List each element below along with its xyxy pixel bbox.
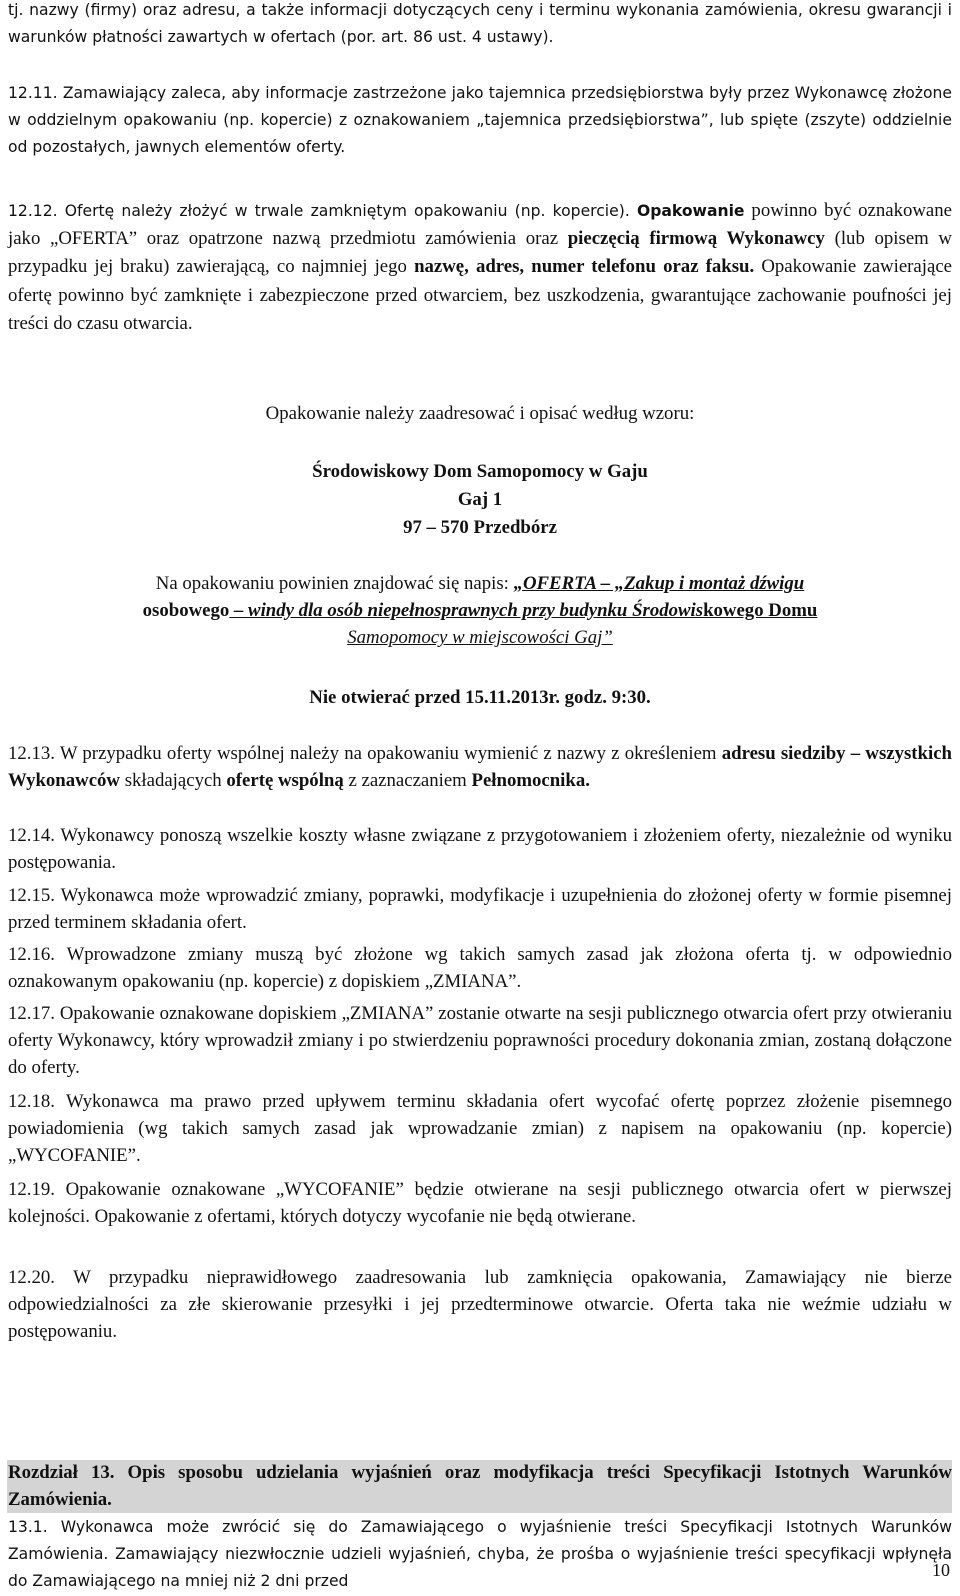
deadline-notice: Nie otwierać przed 15.11.2013r. godz. 9:30. bbox=[309, 687, 651, 708]
p1213-b: adresu siedziby – wszystkich Wykonawców bbox=[8, 743, 952, 792]
p1212-text-b: Opakowanie bbox=[636, 202, 745, 220]
address-line-3: 97 – 570 Przedbórz bbox=[403, 517, 557, 538]
page-number: 10 bbox=[932, 1560, 950, 1580]
p1213-d: ofertę wspólną bbox=[226, 770, 344, 792]
napis-t4: kowego Domu bbox=[703, 600, 818, 622]
chapter-heading: Rozdział 13. Opis sposobu udzielania wyjaśnień oraz modyfikacja treści Specyfikacji Istotnych Warunków Zamówienia. bbox=[8, 1462, 952, 1511]
address-intro: Opakowanie należy zaadresować i opisać według wzoru: bbox=[265, 403, 695, 424]
address-line-2: Gaj 1 bbox=[457, 489, 503, 510]
paragraph-12-13 bbox=[0, 740, 960, 794]
p1213-f: Pełnomocnika. bbox=[471, 770, 590, 792]
paragraph-12-12 bbox=[0, 197, 960, 338]
napis-t5: Samopomocy w miejscowości Gaj” bbox=[347, 627, 613, 649]
napis-t2: osobowego bbox=[142, 600, 230, 622]
paragraph-12-19: 12.19. Opakowanie oznakowane „WYCOFANIE” będzie otwierane na sesji publicznego otwarcia ofert w pierwszej kolejności. Opakowanie z ofertami, których dotyczy wycofanie nie będą otwierane. bbox=[8, 1179, 952, 1228]
napis-lead: Na opakowaniu powinien znajdować się napis: bbox=[155, 573, 514, 594]
p1212-stamp: pieczęcią firmową Wykonawcy bbox=[567, 228, 825, 250]
paragraph-12-14: 12.14. Wykonawcy ponoszą wszelkie koszty własne związane z przygotowaniem i złożeniem oferty, niezależnie od wyniku postępowania. bbox=[8, 825, 952, 874]
p1212-text-a: 12.12. Ofertę należy złożyć w trwale zamkniętym opakowaniu (np. kopercie). bbox=[8, 202, 637, 220]
p1213-a: 12.13. W przypadku oferty wspólnej należy na opakowaniu wymienić z nazwy z określeniem bbox=[8, 743, 722, 764]
paragraph-13-1: 13.1. Wykonawca może zwrócić się do Zamawiającego o wyjaśnienie treści Specyfikacji Istotnych Warunków Zamówienia. Zamawiający niezwłocznie udzieli wyjaśnień, chyba, że prośba o wyjaśnienie treści specyfikacji wpłynęła do Zamawiającego na mniej niż 2 dni przed bbox=[8, 1518, 952, 1591]
paragraph-12-20: 12.20. W przypadku nieprawidłowego zaadresowania lub zamknięcia opakowania, Zamawiający nie bierze odpowiedzialności za złe skierowanie przesyłki i jej przedterminowe otwarcie. Oferta taka nie weźmie udziału w postępowaniu. bbox=[8, 1267, 952, 1343]
napis-block bbox=[0, 570, 960, 652]
p1212-contact: nazwę, adres, numer telefonu oraz faksu. bbox=[414, 256, 755, 278]
napis-t1: „OFERTA – „Zakup i montaż dźwigu bbox=[513, 573, 805, 594]
paragraph-continuation: tj. nazwy (firmy) oraz adresu, a także informacji dotyczących ceny i terminu wykonania zamówienia, okresu gwarancji i warunków płatności zawartych w ofertach (por. art. 86 ust. 4 ustawy). bbox=[8, 1, 952, 47]
paragraph-12-16: 12.16. Wprowadzone zmiany muszą być złożone wg takich samych zasad jak złożona oferta tj. w odpowiednio oznakowanym opakowaniu (np. kopercie) z dopiskiem „ZMIANA”. bbox=[8, 944, 952, 993]
p1212-text-e: (lub opisem w przypadku jej braku) zawierającą, co najmniej jego bbox=[8, 228, 952, 278]
p1213-c: składających bbox=[120, 770, 227, 792]
napis-t3: – windy dla osób niepełnosprawnych przy budynku Środowis bbox=[229, 600, 704, 622]
p1212-text-c: powinno być oznakowane jako „OFERTA” oraz opatrzone nazwą przedmiotu zamówienia oraz bbox=[8, 200, 952, 250]
p1213-e: z zaznaczaniem bbox=[343, 770, 472, 792]
paragraph-12-15: 12.15. Wykonawca może wprowadzić zmiany, poprawki, modyfikacje i uzupełnienia do złożonej oferty w formie pisemnej przed terminem składania ofert. bbox=[8, 885, 952, 934]
p1212-text-g: Opakowanie zawierające ofertę powinno być zamknięte i zabezpieczone przed otwarciem, bez uszkodzenia, gwarantujące zachowanie poufności jej treści do czasu otwarcia. bbox=[8, 256, 952, 334]
paragraph-12-17: 12.17. Opakowanie oznakowane dopiskiem „ZMIANA” zostanie otwarte na sesji publicznego otwarcia ofert przy otwieraniu oferty Wykonawcy, który wprowadził zmiany i po stwierdzeniu poprawności procedury dokonania zmian, zostaną dołączone do oferty. bbox=[8, 1003, 952, 1079]
paragraph-12-11: 12.11. Zamawiający zaleca, aby informacje zastrzeżone jako tajemnica przedsiębiorstwa były przez Wykonawcę złożone w oddzielnym opakowaniu (np. kopercie) z oznakowaniem „tajemnica przedsiębiorstwa”, lub spięte (zszyte) oddzielnie od pozostałych, jawnych elementów oferty. bbox=[8, 84, 952, 157]
address-line-1: Środowiskowy Dom Samopomocy w Gaju bbox=[312, 461, 648, 482]
paragraph-12-18: 12.18. Wykonawca ma prawo przed upływem terminu składania ofert wycofać ofertę poprzez złożenie pisemnego powiadomienia (wg takich samych zasad jak wprowadzanie zmian) z napisem na opakowaniu (np. kopercie) „WYCOFANIE”. bbox=[8, 1091, 952, 1167]
